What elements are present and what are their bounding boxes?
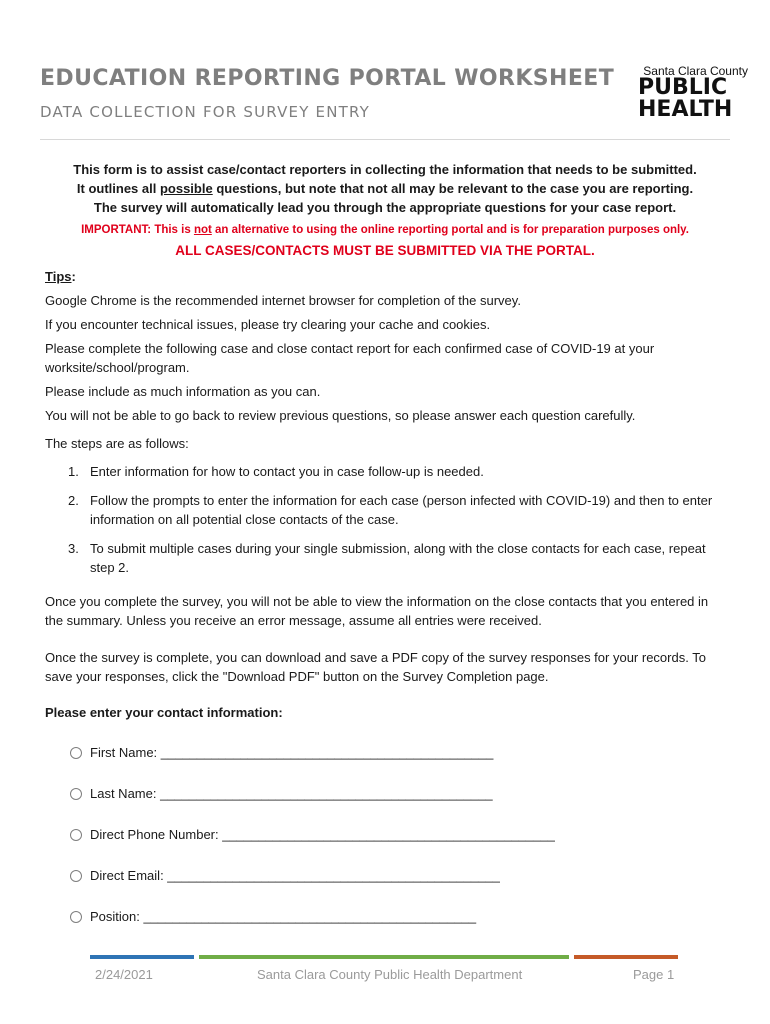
- intro-line-3: The survey will automatically lead you through the appropriate questions for your case report.: [93, 200, 677, 215]
- intro-paragraph: [40, 160, 730, 217]
- steps-list: [68, 462, 728, 587]
- footer-bar-blue: [90, 955, 194, 959]
- footer-date: 2/24/2021: [95, 967, 153, 982]
- public-health-logo: [636, 64, 748, 122]
- footer-bar-orange: [574, 955, 678, 959]
- contact-info-heading: Please enter your contact information:: [45, 705, 283, 720]
- tips-heading-text: Tips: [45, 269, 72, 284]
- tip-item: Google Chrome is the recommended internet browser for completion of the survey.: [45, 293, 521, 308]
- important-start: IMPORTANT: This is: [81, 224, 194, 236]
- document-title: EDUCATION REPORTING PORTAL WORKSHEET: [40, 66, 615, 91]
- footer-bar-green: [199, 955, 569, 959]
- last-name-field[interactable]: [70, 786, 493, 801]
- radio-circle-icon[interactable]: [70, 870, 82, 882]
- steps-intro: The steps are as follows:: [45, 436, 189, 451]
- direct-phone-label: Direct Phone Number: ______________________________________________: [90, 827, 555, 842]
- position-label: Position: ______________________________________________: [90, 909, 477, 924]
- intro-line-2-start: It outlines all: [76, 181, 160, 196]
- header-divider: [40, 139, 730, 140]
- radio-circle-icon[interactable]: [70, 829, 82, 841]
- tip-item: Please complete the following case and close contact report for each confirmed case of COVID-19 at your worksite/school/program.: [45, 341, 655, 375]
- first-name-label: First Name: ______________________________________________: [90, 745, 494, 760]
- tip-item: You will not be able to go back to review previous questions, so please answer each question carefully.: [45, 408, 636, 423]
- step-text: To submit multiple cases during your single submission, along with the close contacts for each case, repeat step 2.: [90, 541, 706, 575]
- tip-item: Please include as much information as you can.: [45, 384, 321, 399]
- document-subtitle: DATA COLLECTION FOR SURVEY ENTRY: [40, 103, 371, 121]
- radio-circle-icon[interactable]: [70, 788, 82, 800]
- summary-paragraph: Once you complete the survey, you will not be able to view the information on the close contacts that you entered in the summary. Unless you receive an error message, assume all entries were received.: [45, 594, 709, 628]
- first-name-field[interactable]: [70, 745, 493, 760]
- direct-email-label: Direct Email: ______________________________________________: [90, 868, 500, 883]
- step-item: [68, 462, 728, 481]
- direct-phone-field[interactable]: [70, 827, 555, 842]
- radio-circle-icon[interactable]: [70, 911, 82, 923]
- all-cases-notice: ALL CASES/CONTACTS MUST BE SUBMITTED VIA THE PORTAL.: [175, 243, 595, 258]
- intro-line-1: This form is to assist case/contact reporters in collecting the information that needs to be submitted.: [73, 162, 697, 177]
- step-number: 2.: [68, 493, 79, 508]
- step-text: Follow the prompts to enter the information for each case (person infected with COVID-19) and then to enter information on all potential close contacts of the case.: [90, 493, 713, 527]
- step-number: 3.: [68, 541, 79, 556]
- pdf-paragraph: Once the survey is complete, you can download and save a PDF copy of the survey responses for your records. To save your responses, click the "Download PDF" button on the Survey Completion page.: [45, 650, 706, 684]
- tip-item: If you encounter technical issues, please try clearing your cache and cookies.: [45, 317, 491, 332]
- intro-line-2-end: questions, but note that not all may be relevant to the case you are reporting.: [212, 181, 694, 196]
- position-field[interactable]: [70, 909, 476, 924]
- logo-public-text: PUBLIC: [638, 75, 728, 100]
- tips-heading-colon: :: [71, 269, 76, 284]
- logo-county-text: Santa Clara County: [643, 64, 748, 78]
- logo-health-text: HEALTH: [638, 97, 733, 122]
- important-end: an alternative to using the online reporting portal and is for preparation purposes only.: [211, 224, 689, 236]
- step-item: [68, 539, 728, 577]
- tips-heading: [45, 267, 725, 286]
- direct-email-field[interactable]: [70, 868, 500, 883]
- footer-page-number: Page 1: [633, 967, 675, 982]
- step-number: 1.: [68, 464, 79, 479]
- important-emphasis: not: [193, 224, 212, 236]
- tips-section: [45, 267, 725, 425]
- intro-line-2: [40, 179, 730, 198]
- step-item: [68, 491, 728, 529]
- last-name-label: Last Name: ______________________________________________: [90, 786, 493, 801]
- step-text: Enter information for how to contact you in case follow-up is needed.: [90, 464, 484, 479]
- radio-circle-icon[interactable]: [70, 747, 82, 759]
- intro-emphasis: possible: [159, 181, 213, 196]
- important-notice: [40, 224, 730, 236]
- footer-department: Santa Clara County Public Health Department: [257, 967, 523, 982]
